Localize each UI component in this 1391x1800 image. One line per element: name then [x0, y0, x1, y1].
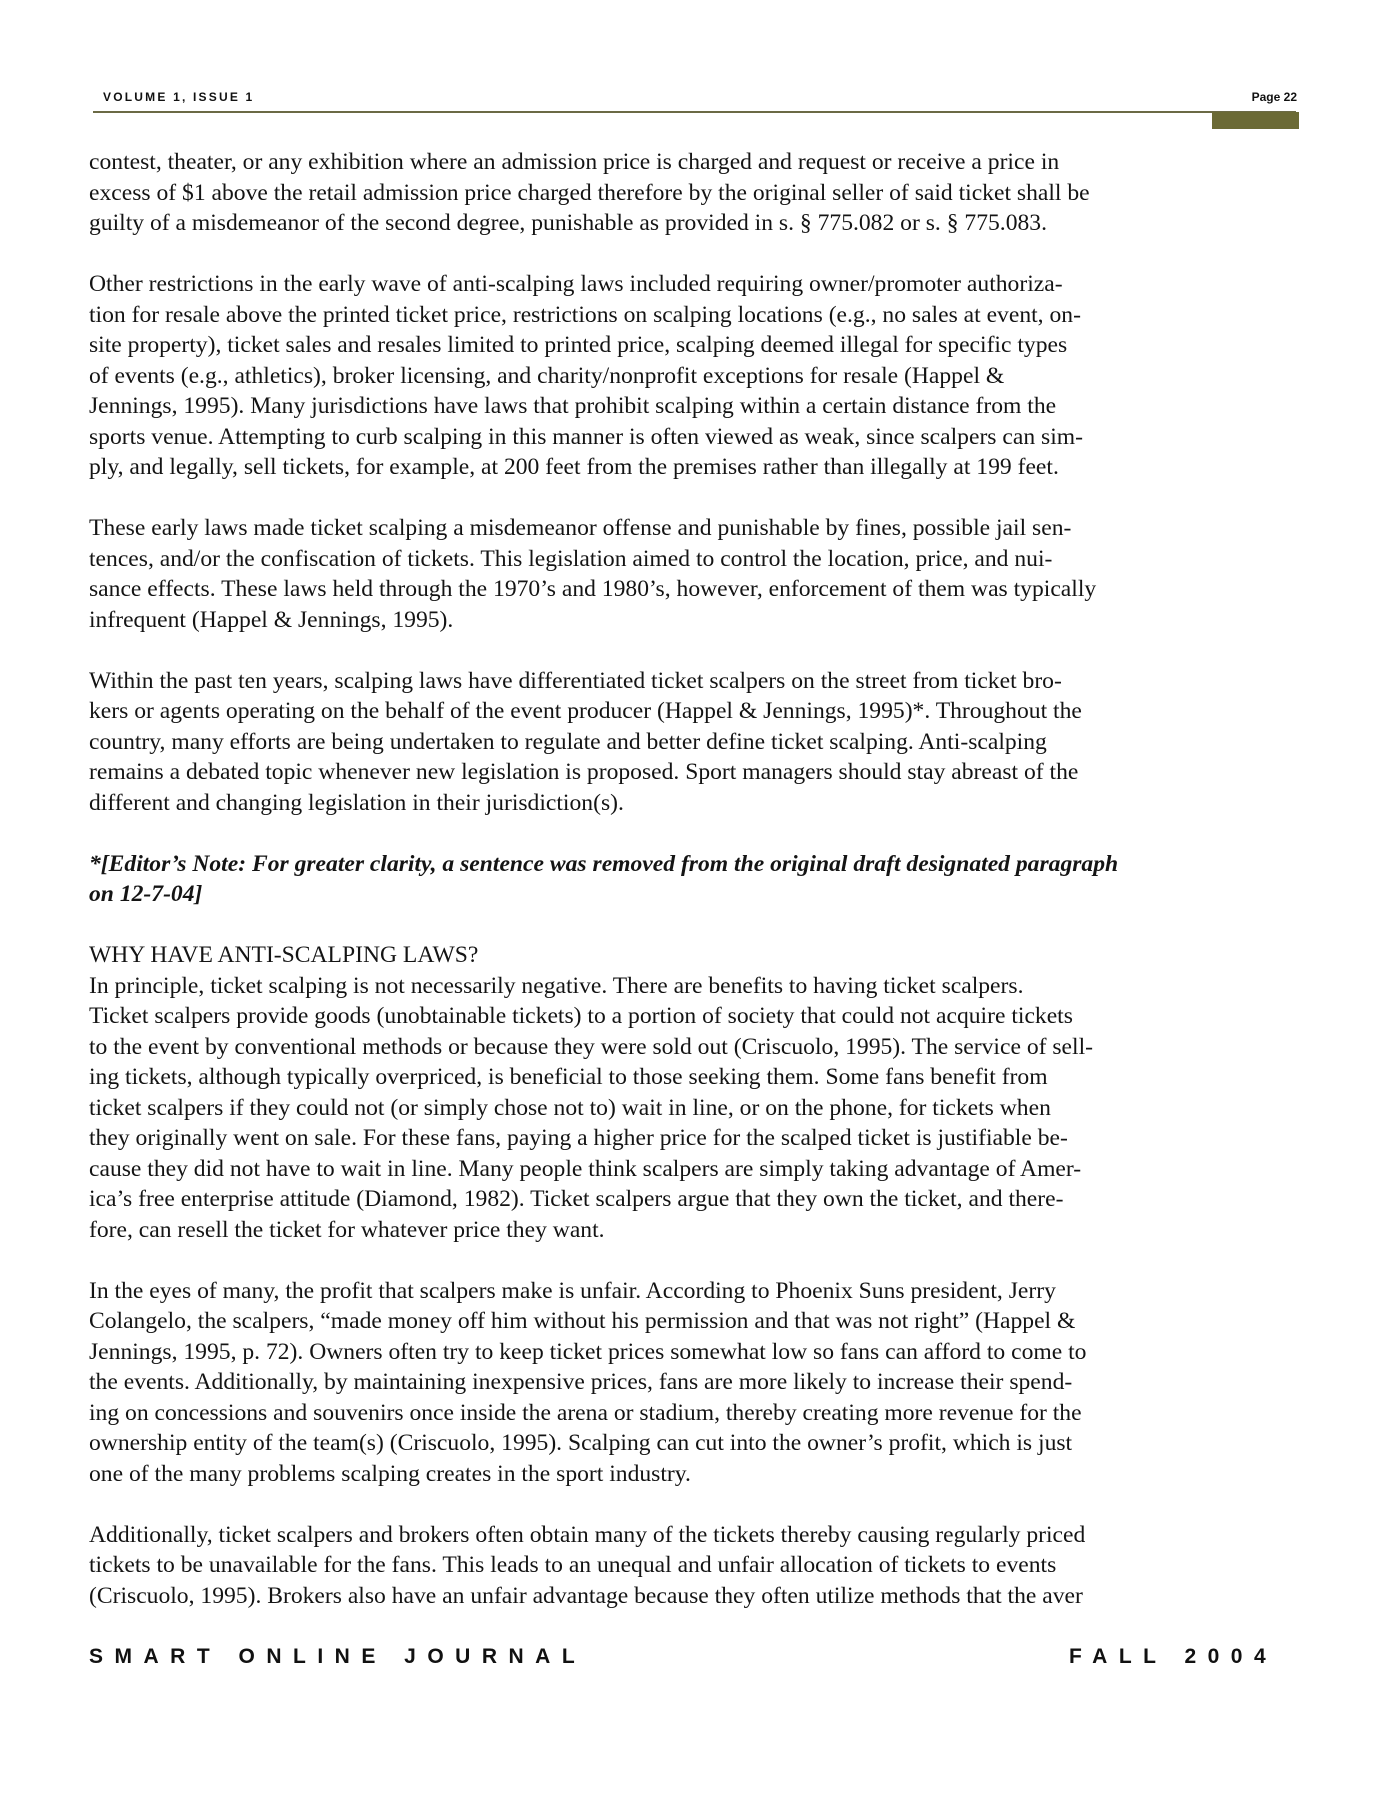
text-line: ply, and legally, sell tickets, for example, at 200 feet from the premises rather than illegally at 199 feet. [89, 454, 1059, 480]
text-line: ica’s free enterprise attitude (Diamond, 1982). Ticket scalpers argue that they own the ticket, and there- [89, 1186, 1064, 1212]
paragraph [89, 1276, 1309, 1490]
text-line: cause they did not have to wait in line. Many people think scalpers are simply taking advantage of Amer- [89, 1155, 1082, 1182]
text-line: of events (e.g., athletics), broker licensing, and charity/nonprofit exceptions for resale (Happel & [89, 362, 1005, 389]
text-line: infrequent (Happel & Jennings, 1995). [89, 606, 454, 633]
text-line: Jennings, 1995). Many jurisdictions have laws that prohibit scalping within a certain distance from the [89, 393, 1057, 419]
article-body [89, 147, 1309, 1642]
text-line: ing tickets, although typically overpriced, is beneficial to those seeking them. Some fans benefit from [89, 1064, 1048, 1090]
page-number: Page 22 [1251, 90, 1297, 104]
text-line: These early laws made ticket scalping a misdemeanor offense and punishable by fines, possible jail sen- [89, 515, 1072, 541]
text-line: ing on concessions and souvenirs once inside the arena or stadium, thereby creating more revenue for the [89, 1399, 1082, 1426]
text-line: remains a debated topic whenever new legislation is proposed. Sport managers should stay abreast of the [89, 759, 1079, 785]
text-line: sance effects. These laws held through the 1970’s and 1980’s, however, enforcement of them was typically [89, 576, 1097, 602]
text-line: contest, theater, or any exhibition where an admission price is charged and request or receive a price in [89, 149, 1060, 175]
paragraph [89, 269, 1309, 483]
text-line: to the event by conventional methods or because they were sold out (Criscuolo, 1995). The service of sell- [89, 1033, 1093, 1060]
text-line: on 12-7-04] [89, 881, 203, 907]
paragraph [89, 1520, 1309, 1612]
paragraph [89, 513, 1309, 635]
text-line: Within the past ten years, scalping laws have differentiated ticket scalpers on the street from ticket bro- [89, 667, 1062, 694]
text-line: different and changing legislation in their jurisdiction(s). [89, 789, 624, 816]
text-line: they originally went on sale. For these fans, paying a higher price for the scalped ticket is justifiable be- [89, 1125, 1068, 1151]
text-line: ticket scalpers if they could not (or simply chose not to) wait in line, or on the phone, for tickets when [89, 1094, 1051, 1121]
text-line: site property), ticket sales and resales limited to printed price, scalping deemed illegal for specific types [89, 332, 1068, 358]
text-line: tickets to be unavailable for the fans. This leads to an unequal and unfair allocation of tickets to events [89, 1552, 1057, 1578]
text-line: (Criscuolo, 1995). Brokers also have an unfair advantage because they often utilize methods that the aver [89, 1582, 1083, 1609]
footer-journal-name: SMART ONLINE JOURNAL [89, 1645, 587, 1668]
text-line: ownership entity of the team(s) (Criscuolo, 1995). Scalping can cut into the owner’s profit, which is just [89, 1430, 1073, 1456]
text-line: excess of $1 above the retail admission price charged therefore by the original seller of said ticket shall be [89, 179, 1090, 206]
paragraph [89, 971, 1309, 1246]
text-line: In principle, ticket scalping is not necessarily negative. There are benefits to having ticket scalpers. [89, 972, 1024, 999]
text-line: kers or agents operating on the behalf of the event producer (Happel & Jennings, 1995)*. Throughout the [89, 698, 1082, 724]
text-line: one of the many problems scalping creates in the sport industry. [89, 1460, 691, 1487]
text-line: Other restrictions in the early wave of anti-scalping laws included requiring owner/promoter authoriza- [89, 271, 1063, 297]
text-line: In the eyes of many, the profit that scalpers make is unfair. According to Phoenix Suns president, Jerry [89, 1277, 1056, 1304]
text-line: guilty of a misdemeanor of the second degree, punishable as provided in s. § 775.082 or s. § 775.083. [89, 210, 1047, 236]
header-divider [93, 111, 1296, 113]
section-heading: WHY HAVE ANTI-SCALPING LAWS? [89, 942, 479, 968]
text-line: *[Editor’s Note: For greater clarity, a sentence was removed from the original draft designated paragraph [89, 850, 1119, 877]
footer-season: FALL 2004 [1069, 1645, 1278, 1668]
text-line: tences, and/or the confiscation of tickets. This legislation aimed to control the location, price, and nui- [89, 545, 1053, 572]
text-line: Jennings, 1995, p. 72). Owners often try to keep ticket prices somewhat low so fans can afford to come to [89, 1338, 1087, 1365]
paragraph [89, 147, 1309, 239]
text-line: country, many efforts are being undertaken to regulate and better define ticket scalping. Anti-scalping [89, 728, 1047, 755]
text-line: sports venue. Attempting to curb scalping in this manner is often viewed as weak, since scalpers can sim- [89, 423, 1083, 450]
text-line: Colangelo, the scalpers, “made money off him without his permission and that was not right” (Happel & [89, 1308, 1076, 1334]
text-line: the events. Additionally, by maintaining inexpensive prices, fans are more likely to increase their spend- [89, 1369, 1073, 1395]
text-line: tion for resale above the printed ticket price, restrictions on scalping locations (e.g., no sales at event, on- [89, 301, 1081, 328]
running-header-volume-issue: VOLUME 1, ISSUE 1 [103, 90, 255, 104]
editor-note [89, 849, 1309, 910]
text-line: fore, can resell the ticket for whatever price they want. [89, 1216, 605, 1243]
text-line: Ticket scalpers provide goods (unobtainable tickets) to a portion of society that could not acquire tickets [89, 1003, 1073, 1029]
paragraph [89, 666, 1309, 819]
text-line: Additionally, ticket scalpers and brokers often obtain many of the tickets thereby causing regularly priced [89, 1521, 1086, 1548]
header-accent-block [1212, 112, 1299, 129]
